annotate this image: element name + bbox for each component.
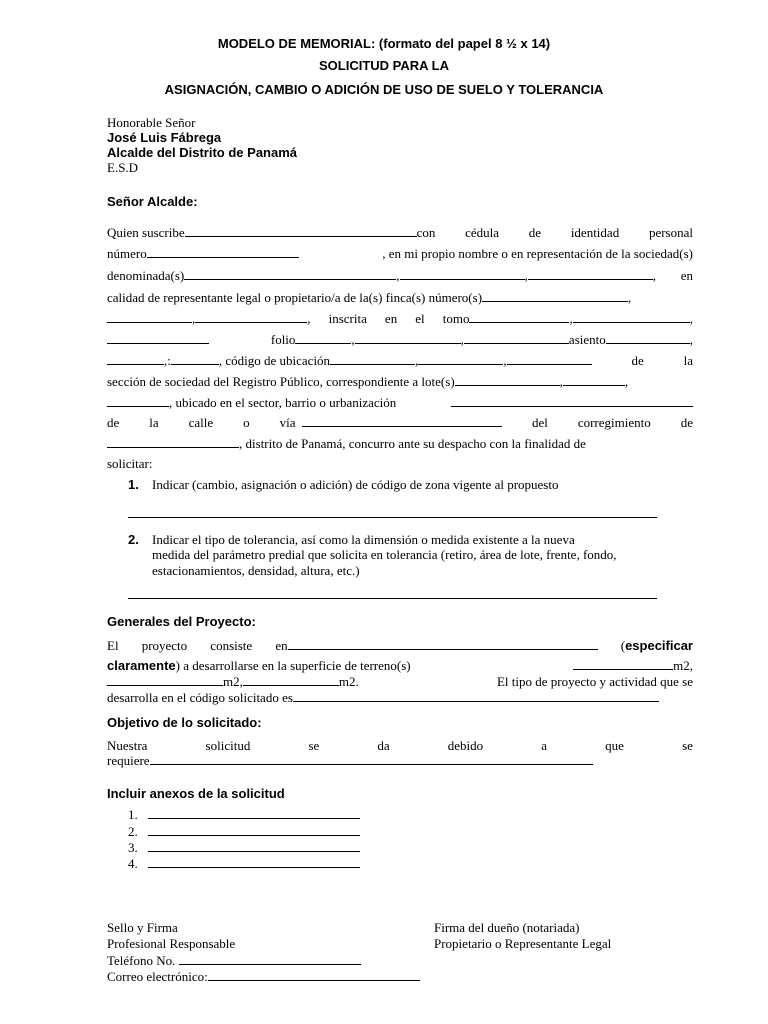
blank-line[interactable] bbox=[148, 855, 360, 868]
blank-line[interactable] bbox=[355, 331, 461, 344]
blank-line[interactable] bbox=[469, 310, 569, 323]
generales-row-3: m2, m2. El tipo de proyecto y actividad que se bbox=[107, 673, 693, 690]
blank-line[interactable] bbox=[195, 310, 307, 323]
footer-telefono: Teléfono No. bbox=[107, 952, 361, 969]
anexo-item-3: 3. bbox=[128, 839, 360, 856]
blank-line[interactable] bbox=[107, 435, 239, 448]
addressee-title: Alcalde del Distrito de Panamá bbox=[107, 145, 298, 160]
item-2-answer-line[interactable] bbox=[128, 598, 657, 599]
footer-correo: Correo electrónico: bbox=[107, 968, 420, 985]
blank-line[interactable] bbox=[107, 352, 164, 365]
objetivo-row-1: Nuestra solicitud se da debido a que se bbox=[107, 738, 693, 753]
generales-row-4: desarrolla en el código solicitado es bbox=[107, 689, 659, 706]
blank-line[interactable] bbox=[148, 839, 360, 852]
footer-sello-firma: Sello y Firma bbox=[107, 920, 178, 935]
objetivo-row-2: requiere bbox=[107, 752, 593, 769]
blank-line[interactable] bbox=[148, 806, 360, 819]
body-row-10: de la calle o vía del corregimiento de bbox=[107, 415, 693, 430]
body-row-12: solicitar: bbox=[107, 456, 153, 471]
objetivo-heading: Objetivo de lo solicitado: bbox=[107, 715, 262, 730]
anexos-heading: Incluir anexos de la solicitud bbox=[107, 786, 285, 801]
blank-line[interactable] bbox=[184, 267, 396, 280]
body-row-5: , , inscrita en el tomo , , bbox=[107, 310, 693, 327]
body-row-9: , ubicado en el sector, barrio o urbanización bbox=[107, 394, 693, 411]
header-line-3: ASIGNACIÓN, CAMBIO O ADICIÓN DE USO DE SUELO Y TOLERANCIA bbox=[164, 82, 604, 97]
item-1-text: Indicar (cambio, asignación o adición) de código de zona vigente al propuesto bbox=[152, 477, 559, 492]
blank-line[interactable] bbox=[400, 267, 525, 280]
blank-line[interactable] bbox=[451, 394, 693, 407]
generales-heading: Generales del Proyecto: bbox=[107, 614, 256, 629]
blank-line[interactable] bbox=[330, 352, 415, 365]
header-line-1: MODELO DE MEMORIAL: (formato del papel 8 ½ x 14) bbox=[217, 36, 551, 51]
blank-line[interactable] bbox=[563, 373, 625, 386]
telefono-field[interactable] bbox=[179, 952, 361, 965]
blank-line[interactable] bbox=[302, 414, 502, 427]
body-row-2: número , en mi propio nombre o en representación de la sociedad(s) bbox=[107, 246, 693, 261]
blank-line[interactable] bbox=[185, 224, 417, 237]
blank-line[interactable] bbox=[288, 637, 598, 650]
body-row-4: calidad de representante legal o propietario/a de la(s) finca(s) número(s) , bbox=[107, 290, 632, 305]
blank-line[interactable] bbox=[455, 373, 560, 386]
blank-line[interactable] bbox=[171, 352, 219, 365]
blank-line[interactable] bbox=[243, 673, 339, 686]
item-2-text-line-3: estacionamientos, densidad, altura, etc.) bbox=[152, 563, 360, 578]
item-1-number: 1. bbox=[128, 477, 139, 492]
blank-line[interactable] bbox=[528, 267, 653, 280]
body-row-6: folio , , asiento , bbox=[107, 331, 693, 348]
header-line-2: SOLICITUD PARA LA bbox=[319, 58, 449, 73]
salutation: Honorable Señor bbox=[107, 115, 196, 130]
blank-line[interactable] bbox=[107, 394, 169, 407]
blank-line[interactable] bbox=[464, 331, 569, 344]
blank-line[interactable] bbox=[418, 352, 503, 365]
anexo-item-2: 2. bbox=[128, 823, 360, 840]
item-1-answer-line[interactable] bbox=[128, 517, 657, 518]
blank-line[interactable] bbox=[293, 689, 659, 702]
blank-line[interactable] bbox=[482, 289, 628, 302]
addressee-name: José Luis Fábrega bbox=[107, 130, 222, 145]
blank-line[interactable] bbox=[107, 673, 223, 686]
generales-row-1: El proyecto consiste en (especificar bbox=[107, 638, 693, 653]
blank-line[interactable] bbox=[148, 823, 360, 836]
footer-profesional: Profesional Responsable bbox=[107, 936, 236, 951]
item-2-number: 2. bbox=[128, 532, 139, 547]
item-2-text-line-1: Indicar el tipo de tolerancia, así como la dimensión o medida existente a la nueva bbox=[152, 532, 575, 547]
generales-row-2: claramente) a desarrollarse en la superficie de terreno(s) m2, bbox=[107, 658, 693, 673]
body-row-1: Quien suscribe con cédula de identidad personal bbox=[107, 225, 693, 240]
body-row-11: , distrito de Panamá, concurro ante su despacho con la finalidad de bbox=[107, 435, 693, 452]
body-row-8: sección de sociedad del Registro Público, correspondiente a lote(s) , , bbox=[107, 374, 629, 389]
blank-line[interactable] bbox=[573, 657, 673, 670]
footer-firma-dueno: Firma del dueño (notariada) bbox=[434, 920, 580, 935]
blank-line[interactable] bbox=[107, 310, 192, 323]
blank-line[interactable] bbox=[606, 331, 690, 344]
blank-line[interactable] bbox=[507, 352, 592, 365]
body-row-3: denominada(s) , , , en bbox=[107, 268, 693, 283]
correo-field[interactable] bbox=[208, 968, 420, 981]
blank-line[interactable] bbox=[107, 331, 209, 344]
footer-propietario: Propietario o Representante Legal bbox=[434, 936, 612, 951]
blank-line[interactable] bbox=[295, 331, 351, 344]
greeting: Señor Alcalde: bbox=[107, 194, 198, 209]
item-2-text-line-2: medida del parámetro predial que solicita en tolerancia (retiro, área de lote, frente, fondo, bbox=[152, 547, 617, 562]
body-row-7: ,: , código de ubicación , , de la bbox=[107, 352, 693, 369]
anexo-item-4: 4. bbox=[128, 855, 360, 872]
blank-line[interactable] bbox=[150, 752, 593, 765]
esd-text: E.S.D bbox=[107, 160, 139, 175]
blank-line[interactable] bbox=[147, 245, 299, 258]
anexo-item-1: 1. bbox=[128, 806, 360, 823]
blank-line[interactable] bbox=[573, 310, 690, 323]
